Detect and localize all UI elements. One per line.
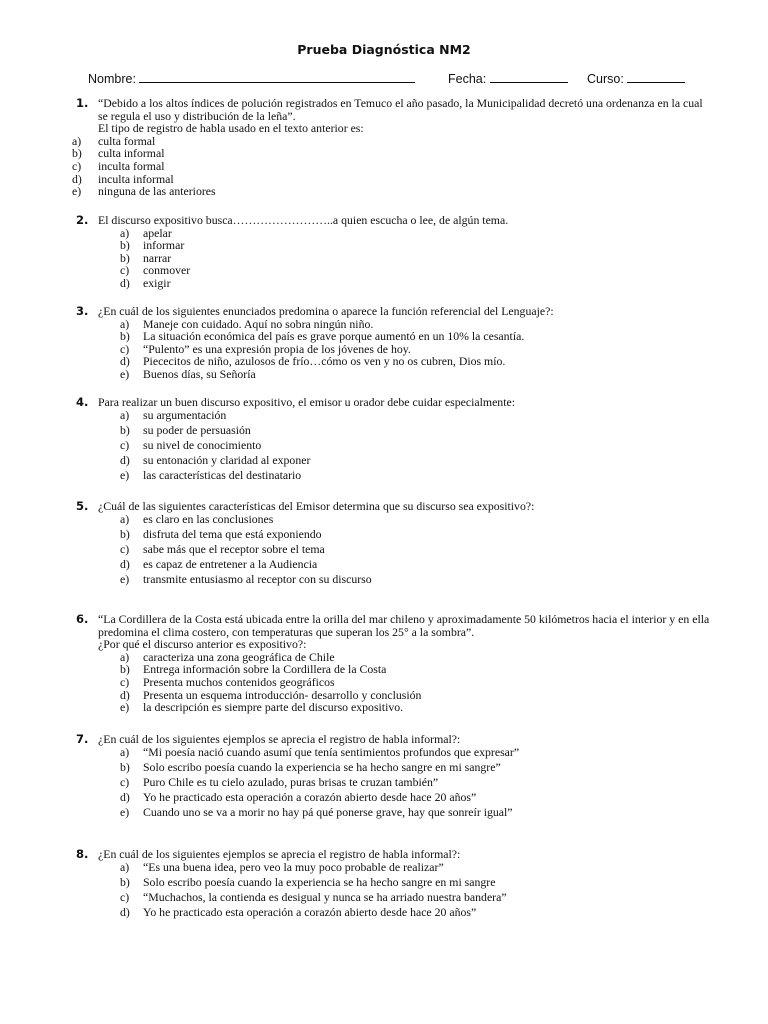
question-number: 7. <box>76 732 89 746</box>
option-b[interactable] <box>72 239 712 252</box>
option-list <box>72 861 712 921</box>
option-letter: a) <box>120 225 130 240</box>
option-letter: e) <box>120 366 130 381</box>
option-text: Piececitos de niño, azulosos de frío…cómo os ven y no os cubren, Dios mío. <box>143 354 506 369</box>
option-letter: b) <box>120 874 130 889</box>
option-a[interactable] <box>72 513 712 528</box>
question-number: 6. <box>76 612 89 626</box>
option-a[interactable] <box>72 135 712 148</box>
option-text: las características del destinatario <box>143 467 302 482</box>
option-text: informar <box>143 238 185 253</box>
option-c[interactable] <box>72 439 712 454</box>
option-text: Solo escribo poesía cuando la experiencia se ha hecho sangre en mi sangre <box>143 874 496 889</box>
option-text: apelar <box>143 225 172 240</box>
option-list <box>72 409 712 484</box>
option-e[interactable] <box>72 469 712 484</box>
option-text: su poder de persuasión <box>143 422 251 437</box>
option-b[interactable] <box>72 424 712 439</box>
page-title: Prueba Diagnóstica NM2 <box>297 42 471 57</box>
option-letter: b) <box>120 250 130 265</box>
curso-field[interactable] <box>587 70 685 86</box>
option-letter: d) <box>72 171 82 186</box>
option-text: su nivel de conocimiento <box>143 437 262 452</box>
option-letter: c) <box>120 263 130 278</box>
question-1 <box>72 97 712 198</box>
question-8 <box>72 848 712 921</box>
question-3 <box>72 305 712 381</box>
option-text: “Pulento” es una expresión propia de los jóvenes de hoy. <box>143 341 411 356</box>
option-text: es claro en las conclusiones <box>143 511 274 526</box>
question-prompt: El tipo de registro de habla usado en el texto anterior es: <box>98 121 364 136</box>
option-text: narrar <box>143 250 172 265</box>
option-text: conmover <box>143 263 191 278</box>
option-letter: a) <box>120 407 130 422</box>
student-header <box>80 70 700 88</box>
option-list <box>72 746 712 821</box>
option-letter: b) <box>120 759 130 774</box>
fecha-field[interactable] <box>448 70 568 86</box>
option-letter: b) <box>120 238 130 253</box>
option-text: inculta informal <box>98 171 174 186</box>
question-4 <box>72 396 712 484</box>
option-b[interactable] <box>72 528 712 543</box>
option-letter: c) <box>120 437 130 452</box>
question-stem: “Debido a los altos índices de polución registrados en Temuco el año pasado, la Municipalidad decretó una ordenanza en la cual se regula el uso y distribución de la leña”. <box>98 96 703 123</box>
option-b[interactable] <box>72 147 712 160</box>
option-b[interactable] <box>72 330 712 343</box>
option-letter: d) <box>120 789 130 804</box>
option-letter: c) <box>120 774 130 789</box>
option-b[interactable] <box>72 876 712 891</box>
option-text: su entonación y claridad al exponer <box>143 452 311 467</box>
question-prompt: ¿Por qué el discurso anterior es expositivo?: <box>98 637 307 652</box>
nombre-blank[interactable] <box>139 70 415 83</box>
question-stem: ¿En cuál de los siguientes ejemplos se aprecia el registro de habla informal?: <box>98 847 461 861</box>
option-text: transmite entusiasmo al receptor con su discurso <box>143 571 372 586</box>
option-letter: a) <box>120 316 130 331</box>
option-text: Presenta muchos contenidos geográficos <box>143 674 335 689</box>
option-text: exigir <box>143 275 171 290</box>
option-e[interactable] <box>72 368 712 381</box>
option-e[interactable] <box>72 806 712 821</box>
option-letter: e) <box>120 571 130 586</box>
question-number: 1. <box>76 96 89 110</box>
option-c[interactable] <box>72 676 712 689</box>
option-letter: a) <box>120 859 130 874</box>
option-letter: d) <box>120 452 130 467</box>
option-text: Presenta un esquema introducción- desarrollo y conclusión <box>143 687 422 702</box>
option-c[interactable] <box>72 543 712 558</box>
option-text: “Muchachos, la contienda es desigual y nunca se ha arriado nuestra bandera” <box>143 889 507 904</box>
option-c[interactable] <box>72 891 712 906</box>
option-letter: b) <box>72 146 82 161</box>
option-text: disfruta del tema que está exponiendo <box>143 526 322 541</box>
option-letter: d) <box>120 275 130 290</box>
question-stem: ¿Cuál de las siguientes características del Emisor determina que su discurso sea expositivo?: <box>98 499 535 513</box>
question-7 <box>72 733 712 821</box>
option-letter: d) <box>120 354 130 369</box>
option-text: Entrega información sobre la Cordillera de la Costa <box>143 662 387 677</box>
option-text: Yo he practicado esta operación a corazón abierto desde hace 20 años” <box>143 789 477 804</box>
nombre-label: Nombre: <box>88 72 136 86</box>
option-letter: d) <box>120 687 130 702</box>
option-text: Cuando uno se va a morir no hay pá qué ponerse grave, hay que sonreír igual” <box>143 804 513 819</box>
option-letter: b) <box>120 329 130 344</box>
option-text: sabe más que el receptor sobre el tema <box>143 541 325 556</box>
option-letter: e) <box>120 804 130 819</box>
option-letter: e) <box>120 467 130 482</box>
question-number: 8. <box>76 847 89 861</box>
question-stem: Para realizar un buen discurso expositivo, el emisor u orador debe cuidar especialmente: <box>98 395 515 409</box>
question-number: 3. <box>76 304 89 318</box>
option-text: culta informal <box>98 146 165 161</box>
question-5 <box>72 500 712 588</box>
option-text: culta formal <box>98 133 156 148</box>
option-text: “Es una buena idea, pero veo la muy poco probable de realizar” <box>143 859 444 874</box>
option-c[interactable] <box>72 160 712 173</box>
fecha-blank[interactable] <box>490 70 568 83</box>
option-letter: a) <box>72 133 82 148</box>
option-text: Yo he practicado esta operación a corazón abierto desde hace 20 años” <box>143 904 477 919</box>
option-list <box>72 651 712 714</box>
curso-blank[interactable] <box>627 70 685 83</box>
question-number: 4. <box>76 395 89 409</box>
option-letter: d) <box>120 904 130 919</box>
option-text: “Mi poesía nació cuando asumí que tenía sentimientos profundos que expresar” <box>143 744 520 759</box>
option-letter: a) <box>120 744 130 759</box>
option-text: Solo escribo poesía cuando la experiencia se ha hecho sangre en mi sangre” <box>143 759 501 774</box>
option-text: inculta formal <box>98 158 165 173</box>
option-a[interactable] <box>72 409 712 424</box>
option-text: Buenos días, su Señoría <box>143 366 256 381</box>
option-letter: c) <box>120 674 130 689</box>
option-text: la descripción es siempre parte del discurso expositivo. <box>143 700 404 715</box>
question-6 <box>72 613 712 714</box>
option-c[interactable] <box>72 776 712 791</box>
option-text: La situación económica del país es grave porque aumentó en un 10% la cesantía. <box>143 329 525 344</box>
option-text: Maneje con cuidado. Aquí no sobra ningún niño. <box>143 316 374 331</box>
option-letter: c) <box>120 889 130 904</box>
option-list <box>72 513 712 588</box>
option-letter: b) <box>120 526 130 541</box>
option-e[interactable] <box>72 573 712 588</box>
option-letter: c) <box>72 158 82 173</box>
option-letter: e) <box>72 184 82 199</box>
question-stem: El discurso expositivo busca……………………..a quien escucha o lee, de algún tema. <box>98 213 509 227</box>
option-d[interactable] <box>72 791 712 806</box>
question-stem: “La Cordillera de la Costa está ubicada entre la orilla del mar chileno y aproximadamente 50 kilómetros hacia el interior y en ella predomina el clima costero, con temperaturas que superan los 25° a la sombra”. <box>98 612 710 639</box>
option-e[interactable] <box>72 701 712 714</box>
question-2 <box>72 214 712 290</box>
option-d[interactable] <box>72 454 712 469</box>
option-list <box>72 227 712 290</box>
option-letter: a) <box>120 511 130 526</box>
option-letter: a) <box>120 649 130 664</box>
option-d[interactable] <box>72 277 712 290</box>
question-stem: ¿En cuál de los siguientes ejemplos se aprecia el registro de habla informal?: <box>98 732 461 746</box>
option-letter: b) <box>120 422 130 437</box>
option-letter: e) <box>120 700 130 715</box>
question-number: 2. <box>76 213 89 227</box>
fecha-label: Fecha: <box>448 72 487 86</box>
option-text: su argumentación <box>143 407 227 422</box>
option-d[interactable] <box>72 558 712 573</box>
option-d[interactable] <box>72 906 712 921</box>
option-a[interactable] <box>72 746 712 761</box>
option-letter: d) <box>120 556 130 571</box>
option-text: Puro Chile es tu cielo azulado, puras brisas te cruzan también” <box>143 774 439 789</box>
nombre-field[interactable] <box>88 70 415 86</box>
question-number: 5. <box>76 499 89 513</box>
question-stem: ¿En cuál de los siguientes enunciados predomina o aparece la función referencial del Lenguaje?: <box>98 304 554 318</box>
option-letter: b) <box>120 662 130 677</box>
option-letter: c) <box>120 341 130 356</box>
option-e[interactable] <box>72 185 712 198</box>
option-a[interactable] <box>72 861 712 876</box>
option-text: es capaz de entretener a la Audiencia <box>143 556 318 571</box>
option-text: ninguna de las anteriores <box>98 184 216 199</box>
option-list <box>72 135 712 198</box>
curso-label: Curso: <box>587 72 624 86</box>
option-letter: c) <box>120 541 130 556</box>
option-list <box>72 318 712 381</box>
option-b[interactable] <box>72 761 712 776</box>
option-text: caracteriza una zona geográfica de Chile <box>143 649 335 664</box>
